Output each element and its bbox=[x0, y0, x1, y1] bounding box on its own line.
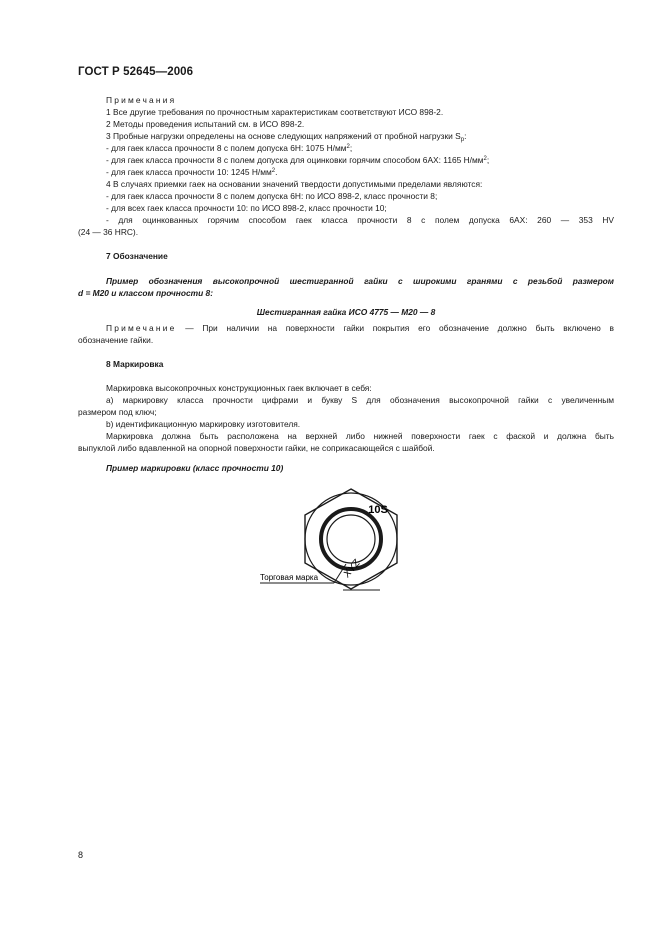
section-8-intro: Маркировка высокопрочных конструкционных гаек включает в себя: bbox=[106, 383, 372, 393]
note-4-dash-2: - для всех гаек класса прочности 10: по ИСО 898-2, класс прочности 10; bbox=[106, 203, 387, 213]
note-4-dash-3: - для оцинкованных горячим способом гаек класса прочности 8 с полем допуска 6АХ: 260 — 353 HV bbox=[106, 215, 614, 225]
note-3 bbox=[106, 130, 466, 142]
page-number: 8 bbox=[78, 850, 84, 860]
section-8-item-b: b) идентификационную маркировку изготовителя. bbox=[106, 419, 301, 429]
notes-title: Примечания bbox=[106, 95, 177, 105]
document-header: ГОСТ Р 52645—2006 bbox=[78, 66, 194, 78]
note-3-dash-1-end: ; bbox=[349, 143, 353, 153]
section-8-heading: 8 Маркировка bbox=[106, 359, 164, 369]
note-3-dash-2-text: - для гаек класса прочности 8 с полем допуска для оцинковки горячим способом 6АХ: 1165 Н/мм bbox=[106, 155, 484, 165]
note-3-end: : bbox=[464, 131, 467, 141]
maker-mark: XYZ bbox=[341, 557, 363, 580]
section-8-item-a-cont: размером под ключ; bbox=[78, 407, 157, 417]
note-3-dash-2-sup: 2 bbox=[483, 156, 487, 162]
section-7-heading: 7 Обозначение bbox=[106, 251, 168, 261]
note-3-dash-1 bbox=[106, 142, 352, 154]
strength-class-mark: 10S bbox=[368, 504, 388, 516]
note-4: 4 В случаях приемки гаек на основании значений твердости допустимыми пределами являются: bbox=[106, 179, 483, 189]
note-4-dash-1: - для гаек класса прочности 8 с полем допуска 6Н: по ИСО 898-2, класс прочности 8; bbox=[106, 191, 438, 201]
designation-example-intro-cont: d = M20 и классом прочности 8: bbox=[78, 288, 213, 298]
section-8-item-a: a) маркировку класса прочности цифрами и букву S для обозначения высокопрочной гайки с увеличенным bbox=[106, 395, 614, 405]
note-3-dash-3-end: . bbox=[275, 167, 278, 177]
thread-hole-inner bbox=[327, 515, 375, 563]
section-7-note-cont: обозначение гайки. bbox=[78, 335, 154, 345]
note-3-dash-3-text: - для гаек класса прочности 10: 1245 Н/мм bbox=[106, 167, 272, 177]
note-3-dash-2-end: ; bbox=[486, 155, 490, 165]
note-3-dash-2 bbox=[106, 154, 489, 166]
note-3-dash-3-sup: 2 bbox=[271, 168, 276, 174]
section-7-note bbox=[106, 322, 614, 334]
thread-hole-outer bbox=[321, 509, 381, 569]
nut-marking-figure bbox=[250, 478, 450, 608]
section-8-placement: Маркировка должна быть расположена на верхней либо нижней поверхности гаек с фаской и должна быть bbox=[106, 431, 614, 441]
note-3-dash-3 bbox=[106, 166, 277, 178]
note-3-subscript: p bbox=[460, 137, 465, 143]
section-7-note-text: — При наличии на поверхности гайки покрытия его обозначение должно быть включено в bbox=[176, 323, 614, 333]
note-4-dash-3-cont: (24 — 36 HRC). bbox=[78, 227, 139, 237]
note-2: 2 Методы проведения испытаний см. в ИСО 898-2. bbox=[106, 119, 305, 129]
section-8-placement-cont: выпуклой либо вдавленной на опорной поверхности гайки, не соприкасающейся с шайбой. bbox=[78, 443, 435, 453]
marking-example-title: Пример маркировки (класс прочности 10) bbox=[106, 463, 284, 473]
section-7-note-label: Примечание bbox=[106, 323, 177, 333]
note-3-dash-1-text: - для гаек класса прочности 8 с полем допуска 6Н: 1075 Н/мм bbox=[106, 143, 347, 153]
trademark-callout-label: Торговая марка bbox=[260, 573, 319, 582]
note-3-dash-1-sup: 2 bbox=[346, 144, 350, 150]
note-3-text: 3 Пробные нагрузки определены на основе следующих напряжений от пробной нагрузки S bbox=[106, 131, 461, 141]
designation-example: Шестигранная гайка ИСО 4775 — М20 — 8 bbox=[256, 307, 436, 317]
designation-example-intro: Пример обозначения высокопрочной шестигранной гайки с широкими гранями с резьбой размером bbox=[106, 276, 614, 286]
note-1: 1 Все другие требования по прочностным характеристикам соответствуют ИСО 898-2. bbox=[106, 107, 444, 117]
